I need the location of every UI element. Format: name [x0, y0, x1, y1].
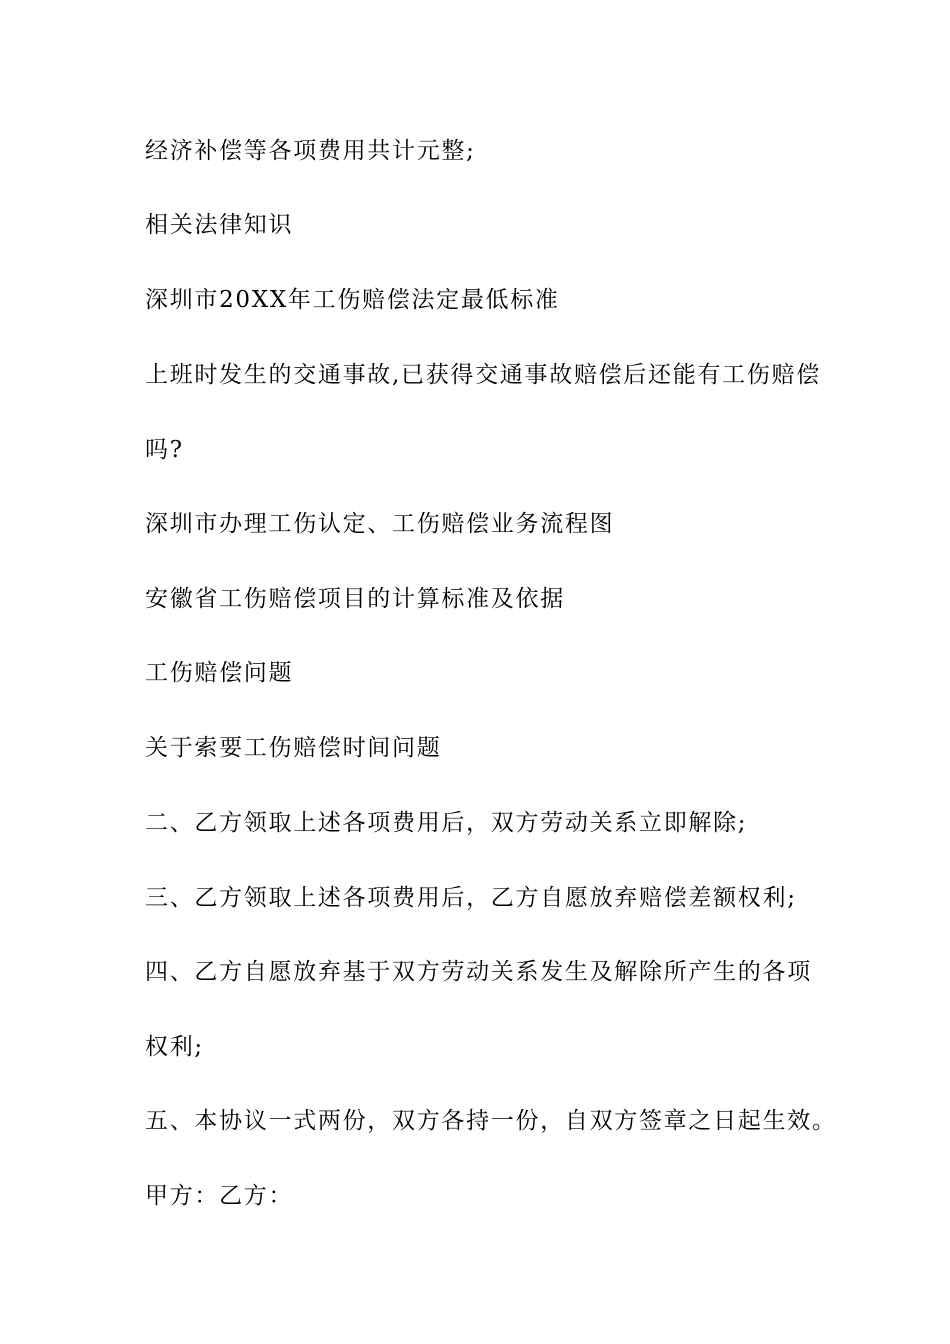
text-line: 三、乙方领取上述各项费用后，乙方自愿放弃赔偿差额权利; — [145, 885, 797, 911]
text-line: 深圳市办理工伤认定、工伤赔偿业务流程图 — [145, 511, 615, 537]
text-line: 四、乙方自愿放弃基于双方劳动关系发生及解除所产生的各项 — [145, 959, 812, 985]
text-line: 深圳市20XX年工伤赔偿法定最低标准 — [145, 287, 560, 313]
text-line: 安徽省工伤赔偿项目的计算标准及依据 — [145, 586, 565, 612]
text-line: 甲方：乙方： — [145, 1183, 294, 1209]
text-line: 吗? — [145, 437, 184, 463]
text-line: 相关法律知识 — [145, 212, 294, 238]
text-line: 上班时发生的交通事故,已获得交通事故赔偿后还能有工伤赔偿 — [145, 362, 821, 388]
text-line: 二、乙方领取上述各项费用后，双方劳动关系立即解除; — [145, 810, 748, 836]
text-line: 权利; — [145, 1034, 204, 1060]
text-line: 经济补偿等各项费用共计元整; — [145, 138, 476, 164]
text-line: 关于索要工伤赔偿时间问题 — [145, 735, 442, 761]
text-line: 五、本协议一式两份，双方各持一份，自双方签章之日起生效。 — [145, 1108, 837, 1134]
text-line: 工伤赔偿问题 — [145, 660, 294, 686]
